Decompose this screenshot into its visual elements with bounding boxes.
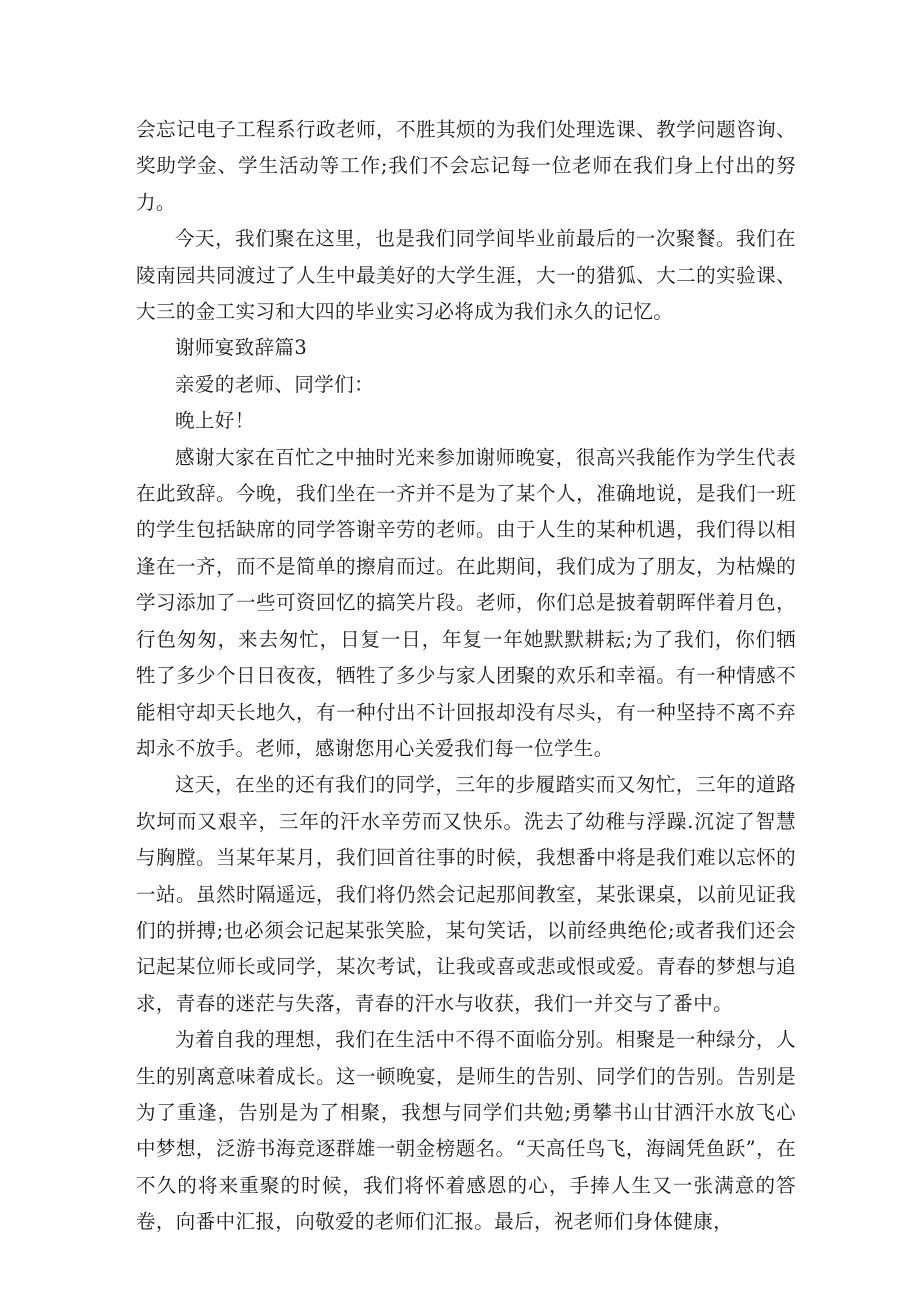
salutation: 亲爱的老师、同学们：: [175, 372, 375, 396]
paragraph: 今天，我们聚在这里，也是我们同学间毕业前最后的一次聚餐。我们在陵南园共同渡过了人生中最美好的大学生涯，大一的猎狐、大二的实验课、大三的金工实习和大四的毕业实习必将成为我们永久的记忆。: [136, 227, 796, 324]
paragraph-continued: 会忘记电子工程系行政老师，不胜其烦的为我们处理选课、教学问题咨询、奖助学金、学生活动等工作;我们不会忘记每一位老师在我们身上付出的努力。: [136, 118, 796, 214]
paragraph: 这天，在坐的还有我们的同学，三年的步履踏实而又匆忙，三年的道路坎坷而又艰辛，三年的汗水辛劳而又快乐。洗去了幼稚与浮躁.沉淀了智慧与胸膛。当某年某月，我们回首往事的时候，我想番中将是我们难以忘怀的一站。虽然时隔遥远，我们将仍然会记起那间教室，某张课桌，以前见证我们的拼搏;也必须会记起某张笑脸，某句笑话，以前经典绝伦;或者我们还会记起某位师长或同学，某次考试，让我或喜或悲或恨或爱。青春的梦想与追求，青春的迷茫与失落，青春的汗水与收获，我们一并交与了番中。: [136, 773, 796, 1015]
section-heading: 谢师宴致辞篇3: [175, 336, 308, 360]
paragraph: 为着自我的理想，我们在生活中不得不面临分别。相聚是一种绿分，人生的别离意味着成长。这一顿晚宴，是师生的告别、同学们的告别。告别是为了重逢，告别是为了相聚，我想与同学们共勉;勇攀书山甘洒汗水放飞心中梦想，泛游书海竞逐群雄一朝金榜题名。“天高任鸟飞，海阔凭鱼跃”，在不久的将来重聚的时候，我们将怀着感恩的心，手捧人生又一张满意的答卷，向番中汇报，向敬爱的老师们汇报。最后，祝老师们身体健康，: [136, 1028, 796, 1234]
greeting: 晚上好！: [175, 409, 255, 433]
paragraph: 感谢大家在百忙之中抽时光来参加谢师晚宴，很高兴我能作为学生代表在此致辞。今晚，我们坐在一齐并不是为了某个人，准确地说，是我们一班的学生包括缺席的同学答谢辛劳的老师。由于人生的某种机遇，我们得以相逢在一齐，而不是简单的擦肩而过。在此期间，我们成为了朋友，为枯燥的学习添加了一些可资回忆的搞笑片段。老师，你们总是披着朝晖伴着月色，行色匆匆，来去匆忙，日复一日，年复一年她默默耕耘;为了我们，你们牺牲了多少个日日夜夜，牺牲了多少与家人团聚的欢乐和幸福。有一种情感不能相守却天长地久，有一种付出不计回报却没有尽头，有一种坚持不离不弃却永不放手。老师，感谢您用心关爱我们每一位学生。: [136, 445, 796, 760]
document-body: [136, 112, 796, 1241]
